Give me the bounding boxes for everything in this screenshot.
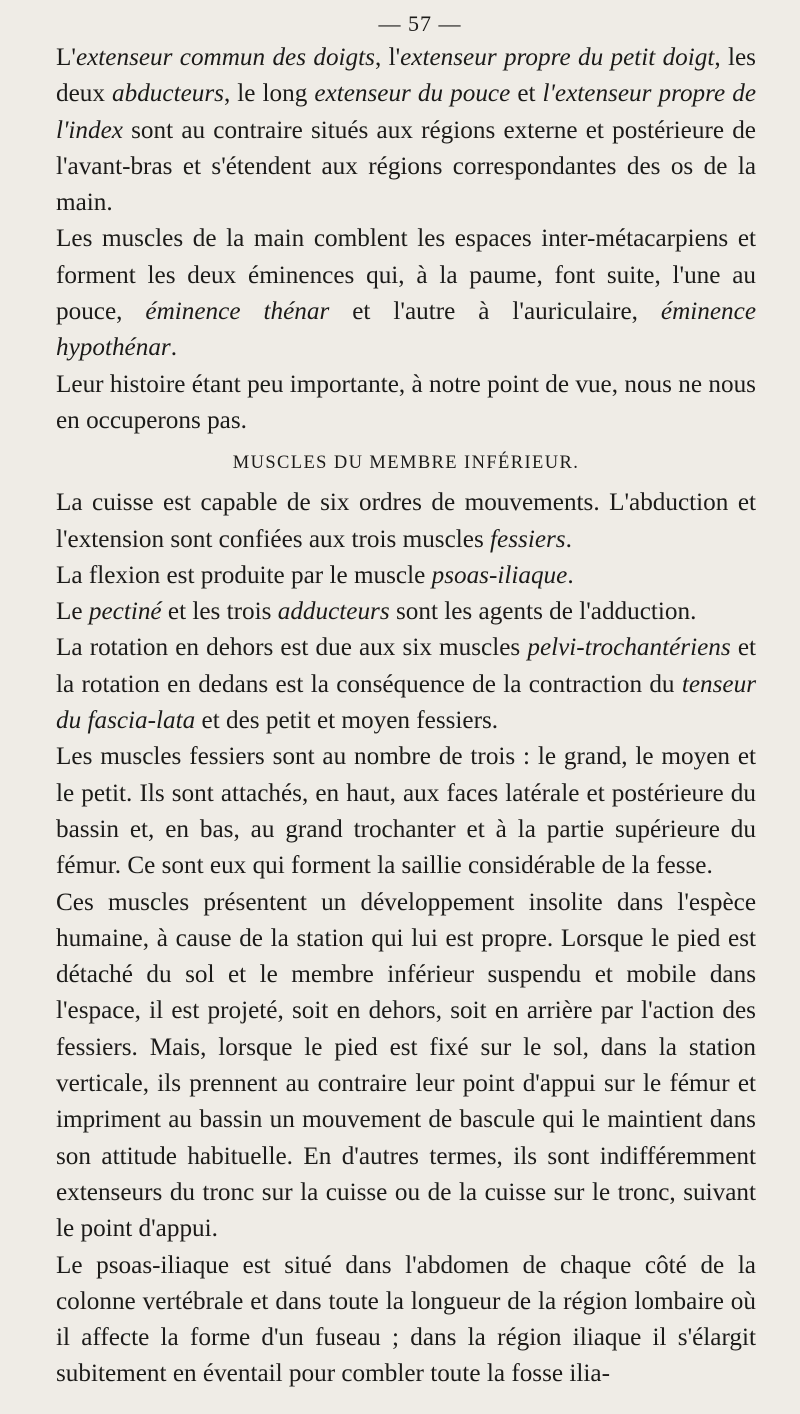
text-run: Leur histoire étant peu importante, à notre point de vue, nous ne nous en occuperons pas. <box>56 370 756 434</box>
paragraph <box>56 40 756 221</box>
text-run: La cuisse est capable de six ordres de mouvements. L'abduction et l'extension sont confiées aux trois muscles <box>56 489 756 553</box>
paragraph <box>56 630 756 739</box>
text-block-upper <box>56 40 756 439</box>
paragraph <box>56 1248 756 1393</box>
paragraph <box>56 367 756 440</box>
text-run: Ces muscles présentent un développement insolite dans l'espèce humaine, à cause de la station qui lui est propre. Lorsque le pied est détaché du sol et le membre inférieur suspendu et mobile dans l'espace, il est projeté, soit en dehors, soit en arrière par l'action des fessiers. Mais, lorsque le pied est fixé sur le sol, dans la station verticale, ils prennent au contraire leur point d'appui sur le fémur et impriment au bassin un mouvement de bascule qui le maintient dans son attitude habituelle. En d'autres termes, ils sont indifféremment extenseurs du tronc sur la cuisse ou de la cuisse sur le tronc, suivant le point d'appui. <box>56 888 756 1243</box>
paragraph <box>56 485 756 558</box>
italic-term: tenseur du fascia-lata <box>56 670 756 735</box>
text-run: L' <box>56 44 76 71</box>
text-run: . <box>565 525 572 553</box>
italic-term: extenseur du pouce <box>314 80 511 108</box>
text-run: . <box>567 561 574 589</box>
text-run: et la rotation en dedans est la conséquence de la contraction du <box>56 634 756 698</box>
text-run: Le psoas-iliaque est situé dans l'abdomen de chaque côté de la colonne vertébrale et dans toute la longueur de la région lombaire où il affecte la forme d'un fuseau ; dans la région iliaque il s'élargit subitement en éventail pour combler toute la fosse ilia- <box>56 1251 756 1388</box>
text-run: , l' <box>374 44 401 71</box>
text-run: Les muscles de la main comblent les espaces inter-métacarpiens et forment les deux éminences qui, à la paume, font suite, l'une au pouce, <box>56 225 756 326</box>
text-run: et <box>510 80 543 108</box>
text-run: et l'autre à l'auriculaire, <box>329 298 661 326</box>
text-run: , le long <box>223 80 315 108</box>
text-run: La flexion est produite par le muscle <box>56 561 432 589</box>
paragraph <box>56 739 756 884</box>
text-run: Les muscles fessiers sont au nombre de trois : le grand, le moyen et le petit. Ils sont attachés, en haut, aux faces latérale et postérieure du bassin et, en bas, au grand trochanter et à la partie supérieure du fémur. Ce sont eux qui forment la saillie considérable de la fesse. <box>56 743 756 880</box>
italic-term: éminence hypothénar <box>56 298 756 362</box>
italic-term: psoas-iliaque <box>431 561 568 589</box>
italic-term: éminence thénar <box>145 298 330 326</box>
paragraph <box>56 594 756 630</box>
paragraph <box>56 221 756 366</box>
text-run: sont les agents de l'adduction. <box>389 598 697 626</box>
italic-term: adducteurs <box>277 598 390 626</box>
italic-term: pectiné <box>88 598 162 626</box>
text-block-lower <box>56 485 756 1392</box>
italic-term: l'extenseur propre de l'index <box>56 80 756 144</box>
text-run: . <box>170 334 178 362</box>
italic-term: fessiers <box>490 525 566 553</box>
italic-term: pelvi-trochantériens <box>527 634 731 662</box>
text-run: sont au contraire situés aux régions externe et postérieure de l'avant-bras et s'étendent aux régions correspondantes des os de la main. <box>56 116 756 217</box>
italic-term: extenseur commun des doigts <box>75 44 375 71</box>
text-run: , les deux <box>56 44 756 108</box>
paragraph <box>56 885 756 1248</box>
page-number: — 57 — <box>378 11 462 36</box>
italic-term: extenseur propre du petit doigt <box>400 44 715 71</box>
text-run: et les trois <box>161 598 278 626</box>
text-run: et des petit et moyen fessiers. <box>195 707 499 735</box>
italic-term: abducteurs <box>112 80 224 108</box>
section-heading: MUSCLES DU MEMBRE INFÉRIEUR. <box>232 453 580 474</box>
text-run: Le <box>56 598 89 626</box>
paragraph <box>56 558 756 594</box>
text-run: La rotation en dehors est due aux six muscles <box>56 634 528 662</box>
